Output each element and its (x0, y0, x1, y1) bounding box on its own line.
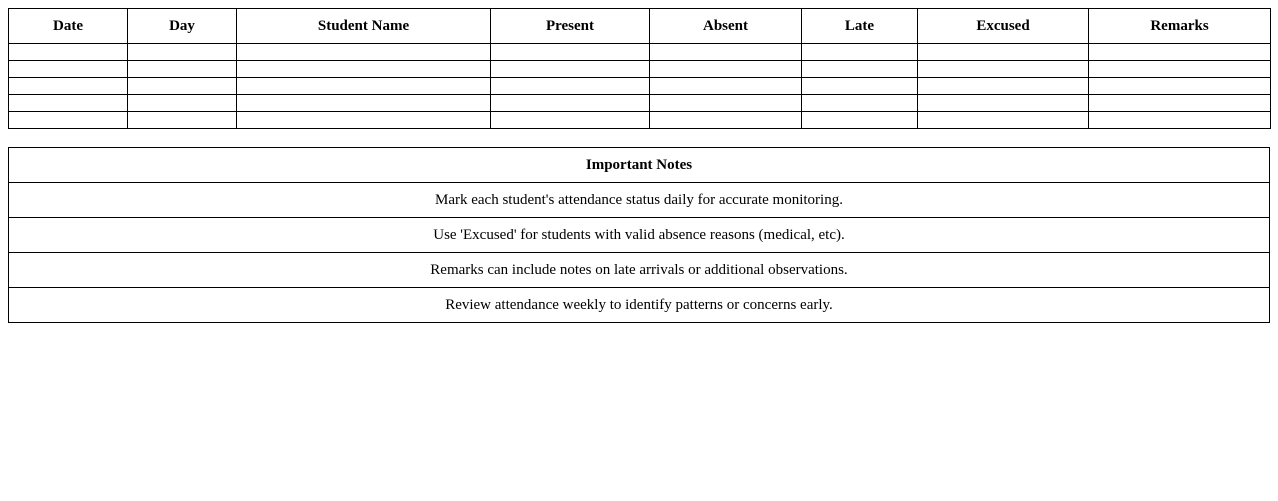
header-date: Date (9, 9, 128, 44)
table-cell (237, 112, 491, 129)
attendance-table (8, 8, 1271, 129)
attendance-header-row (9, 9, 1271, 44)
table-cell (237, 78, 491, 95)
table-cell (9, 44, 128, 61)
table-cell (128, 44, 237, 61)
note-item: Use 'Excused' for students with valid absence reasons (medical, etc). (9, 218, 1270, 253)
note-row (9, 288, 1270, 323)
header-excused: Excused (918, 9, 1089, 44)
table-cell (237, 44, 491, 61)
table-cell (918, 44, 1089, 61)
table-cell (128, 78, 237, 95)
table-cell (918, 61, 1089, 78)
table-cell (491, 44, 650, 61)
table-row (9, 44, 1271, 61)
table-cell (237, 95, 491, 112)
table-cell (128, 61, 237, 78)
table-cell (491, 78, 650, 95)
document-body (8, 8, 1270, 323)
table-cell (128, 95, 237, 112)
table-row (9, 61, 1271, 78)
table-cell (491, 95, 650, 112)
header-student-name: Student Name (237, 9, 491, 44)
table-cell (650, 61, 802, 78)
table-row (9, 78, 1271, 95)
header-remarks: Remarks (1089, 9, 1271, 44)
table-cell (802, 78, 918, 95)
table-cell (9, 78, 128, 95)
table-cell (1089, 95, 1271, 112)
note-item: Review attendance weekly to identify patterns or concerns early. (9, 288, 1270, 323)
table-cell (491, 61, 650, 78)
table-cell (802, 44, 918, 61)
note-row (9, 218, 1270, 253)
table-cell (802, 112, 918, 129)
header-present: Present (491, 9, 650, 44)
note-item: Remarks can include notes on late arrivals or additional observations. (9, 253, 1270, 288)
notes-header-row (9, 148, 1270, 183)
table-cell (9, 61, 128, 78)
note-row (9, 253, 1270, 288)
table-cell (237, 61, 491, 78)
table-cell (802, 61, 918, 78)
table-cell (802, 95, 918, 112)
table-cell (1089, 78, 1271, 95)
table-cell (1089, 61, 1271, 78)
table-cell (1089, 112, 1271, 129)
table-cell (918, 78, 1089, 95)
table-cell (650, 44, 802, 61)
important-notes-table (8, 147, 1270, 323)
table-row (9, 95, 1271, 112)
table-cell (1089, 44, 1271, 61)
table-cell (491, 112, 650, 129)
table-cell (918, 112, 1089, 129)
table-row (9, 112, 1271, 129)
note-item: Mark each student's attendance status daily for accurate monitoring. (9, 183, 1270, 218)
header-absent: Absent (650, 9, 802, 44)
table-cell (9, 95, 128, 112)
note-row (9, 183, 1270, 218)
table-cell (650, 95, 802, 112)
notes-title: Important Notes (9, 148, 1270, 183)
table-cell (650, 78, 802, 95)
table-cell (918, 95, 1089, 112)
table-cell (9, 112, 128, 129)
header-day: Day (128, 9, 237, 44)
header-late: Late (802, 9, 918, 44)
table-cell (650, 112, 802, 129)
table-cell (128, 112, 237, 129)
